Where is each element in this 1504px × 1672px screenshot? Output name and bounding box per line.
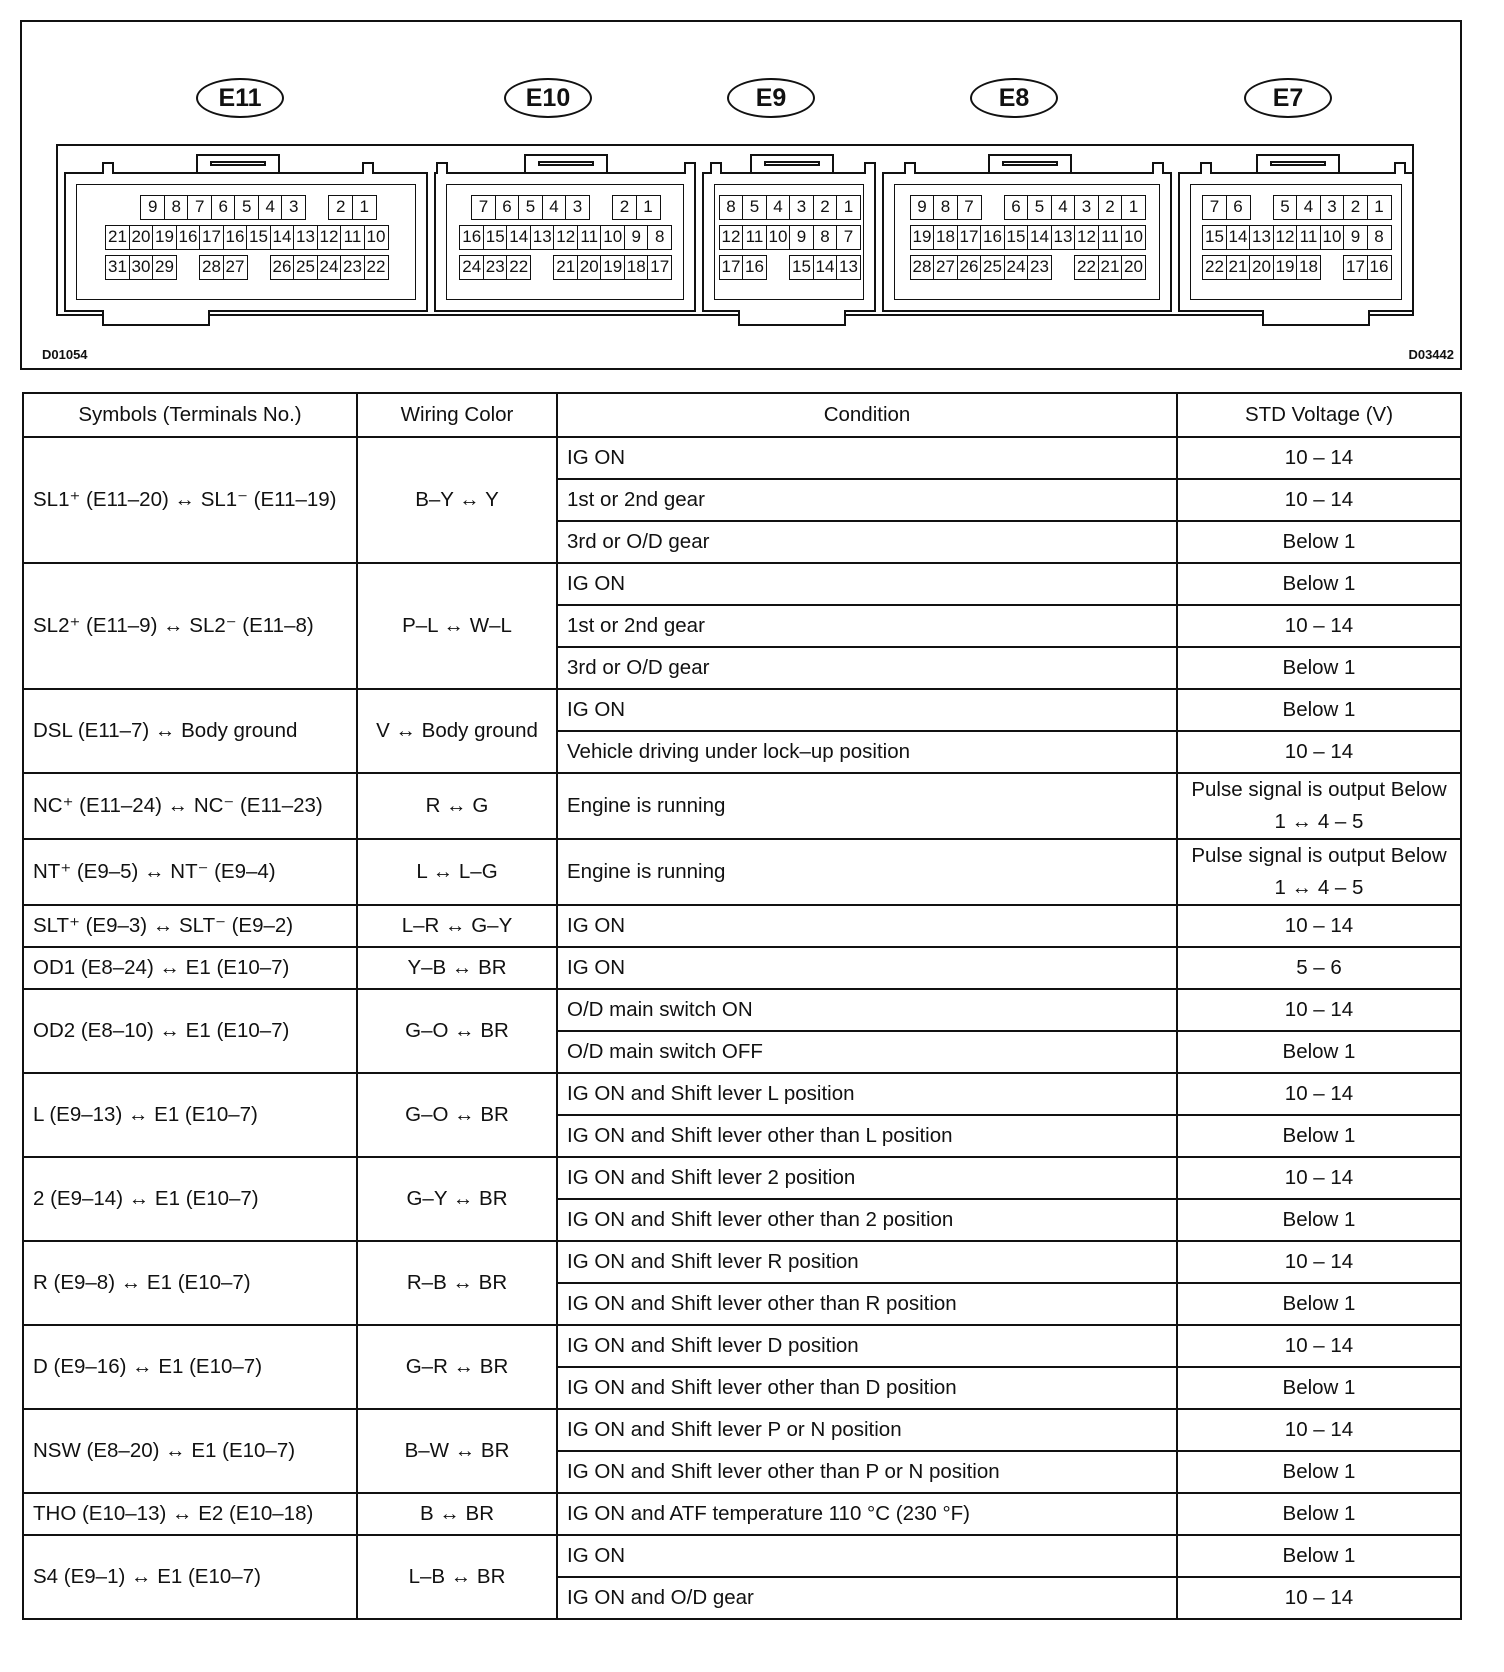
symbol-cell: OD2 (E8–10) ↔ E1 (E10–7)	[23, 989, 357, 1073]
symbol-cell: R (E9–8) ↔ E1 (E10–7)	[23, 1241, 357, 1325]
std-voltage-cell: 10 – 14	[1177, 1325, 1461, 1367]
terminal-pin: 13	[1051, 225, 1076, 250]
connector-diagram	[20, 20, 1462, 370]
wiring-color-cell: Y–B ↔ BR	[357, 947, 557, 989]
wiring-color-cell: G–Y ↔ BR	[357, 1157, 557, 1241]
terminal-pin: 23	[1027, 255, 1052, 280]
terminal-pin: 12	[719, 225, 744, 250]
terminal-pin: 19	[600, 255, 625, 280]
terminal-pin: 28	[199, 255, 224, 280]
table-row	[23, 773, 1461, 839]
terminal-pin: 30	[129, 255, 154, 280]
terminal-pin: 9	[1343, 225, 1368, 250]
pin-row	[447, 195, 683, 220]
std-voltage-cell: Below 1	[1177, 521, 1461, 563]
terminal-pin: 11	[1296, 225, 1321, 250]
terminal-pin: 9	[910, 195, 935, 220]
connector-label-e8: E8	[970, 78, 1058, 118]
terminal-pin: 4	[542, 195, 567, 220]
terminal-pin: 7	[1202, 195, 1227, 220]
terminal-pin: 10	[1320, 225, 1345, 250]
wiring-color-cell: R ↔ G	[357, 773, 557, 839]
terminal-pin: 14	[1226, 225, 1251, 250]
terminal-pin: 19	[152, 225, 177, 250]
condition-cell: Engine is running	[557, 839, 1177, 905]
terminal-pin: 20	[129, 225, 154, 250]
header-condition: Condition	[557, 393, 1177, 437]
condition-cell: IG ON and Shift lever other than D position	[557, 1367, 1177, 1409]
condition-cell: IG ON and Shift lever other than R position	[557, 1283, 1177, 1325]
symbol-cell: NSW (E8–20) ↔ E1 (E10–7)	[23, 1409, 357, 1493]
terminal-pin: 4	[766, 195, 791, 220]
pin-gap	[1051, 255, 1076, 280]
terminal-pin: 12	[1273, 225, 1298, 250]
wiring-color-cell: V ↔ Body ground	[357, 689, 557, 773]
std-voltage-cell: Below 1	[1177, 1451, 1461, 1493]
table-row	[23, 947, 1461, 989]
terminal-pin: 29	[152, 255, 177, 280]
condition-cell: IG ON	[557, 905, 1177, 947]
wiring-color-cell: B–W ↔ BR	[357, 1409, 557, 1493]
condition-cell: IG ON	[557, 1535, 1177, 1577]
terminal-pin: 13	[836, 255, 861, 280]
table-header-row	[23, 393, 1461, 437]
terminal-pin: 24	[317, 255, 342, 280]
connector-e10	[434, 172, 696, 312]
connector-e8	[882, 172, 1172, 312]
std-voltage-cell: 10 – 14	[1177, 1073, 1461, 1115]
terminal-pin: 8	[1367, 225, 1392, 250]
terminal-pin: 16	[980, 225, 1005, 250]
terminal-pin: 8	[813, 225, 838, 250]
terminal-pin: 17	[1343, 255, 1368, 280]
std-voltage-cell: 10 – 14	[1177, 731, 1461, 773]
condition-cell: Engine is running	[557, 773, 1177, 839]
terminal-pin: 12	[1074, 225, 1099, 250]
terminal-pin: 11	[742, 225, 767, 250]
pin-row	[895, 255, 1159, 280]
condition-cell: 1st or 2nd gear	[557, 605, 1177, 647]
symbol-cell: S4 (E9–1) ↔ E1 (E10–7)	[23, 1535, 357, 1619]
std-voltage-cell: Below 1	[1177, 1199, 1461, 1241]
connector-e11	[64, 172, 428, 312]
std-voltage-cell: 10 – 14	[1177, 437, 1461, 479]
table-row	[23, 905, 1461, 947]
std-voltage-cell: 5 – 6	[1177, 947, 1461, 989]
terminal-pin: 17	[957, 225, 982, 250]
std-voltage-cell: Below 1	[1177, 1535, 1461, 1577]
wiring-color-cell: B ↔ BR	[357, 1493, 557, 1535]
terminal-pin: 16	[742, 255, 767, 280]
terminal-pin: 16	[1367, 255, 1392, 280]
terminal-pin: 16	[223, 225, 248, 250]
terminal-pin: 1	[636, 195, 661, 220]
terminal-pin: 20	[1121, 255, 1146, 280]
condition-cell: O/D main switch OFF	[557, 1031, 1177, 1073]
terminal-pin: 23	[483, 255, 508, 280]
terminal-pin: 20	[577, 255, 602, 280]
terminal-pin: 4	[258, 195, 283, 220]
table-row	[23, 1241, 1461, 1283]
terminal-pin: 9	[140, 195, 165, 220]
table-row	[23, 1073, 1461, 1115]
terminal-pin: 2	[328, 195, 353, 220]
table-row	[23, 1493, 1461, 1535]
terminal-pin: 19	[910, 225, 935, 250]
pin-row	[715, 225, 863, 250]
pin-gap	[305, 195, 330, 220]
symbol-cell: NT⁺ (E9–5) ↔ NT⁻ (E9–4)	[23, 839, 357, 905]
terminal-pin: 15	[246, 225, 271, 250]
pin-gap	[1320, 255, 1345, 280]
terminal-pin: 12	[553, 225, 578, 250]
pin-row	[1191, 225, 1401, 250]
wiring-color-cell: G–O ↔ BR	[357, 1073, 557, 1157]
symbol-cell: L (E9–13) ↔ E1 (E10–7)	[23, 1073, 357, 1157]
condition-cell: IG ON and Shift lever other than P or N position	[557, 1451, 1177, 1493]
condition-cell: IG ON and O/D gear	[557, 1577, 1177, 1619]
terminal-pin: 2	[612, 195, 637, 220]
pin-row	[77, 195, 415, 220]
pin-row	[895, 225, 1159, 250]
wiring-color-cell: L–B ↔ BR	[357, 1535, 557, 1619]
terminal-pin: 27	[933, 255, 958, 280]
condition-cell: IG ON and Shift lever P or N position	[557, 1409, 1177, 1451]
condition-cell: Vehicle driving under lock–up position	[557, 731, 1177, 773]
condition-cell: IG ON and Shift lever other than L position	[557, 1115, 1177, 1157]
connector-e7	[1178, 172, 1414, 312]
terminal-pin: 11	[577, 225, 602, 250]
symbol-cell: NC⁺ (E11–24) ↔ NC⁻ (E11–23)	[23, 773, 357, 839]
terminal-pin: 10	[766, 225, 791, 250]
terminal-pin: 8	[164, 195, 189, 220]
pin-gap	[246, 255, 271, 280]
wiring-color-cell: G–O ↔ BR	[357, 989, 557, 1073]
condition-cell: IG ON	[557, 947, 1177, 989]
wiring-color-cell: L ↔ L–G	[357, 839, 557, 905]
terminal-pin: 14	[1027, 225, 1052, 250]
terminal-pin: 8	[647, 225, 672, 250]
std-voltage-cell: Below 1	[1177, 1367, 1461, 1409]
pin-gap	[589, 195, 614, 220]
pin-row	[447, 255, 683, 280]
symbol-cell: SL1⁺ (E11–20) ↔ SL1⁻ (E11–19)	[23, 437, 357, 563]
terminal-pin: 22	[506, 255, 531, 280]
pin-row	[77, 225, 415, 250]
terminal-pin: 15	[1004, 225, 1029, 250]
header-symbols: Symbols (Terminals No.)	[23, 393, 357, 437]
terminal-pin: 22	[1202, 255, 1227, 280]
terminal-pin: 3	[565, 195, 590, 220]
condition-cell: IG ON	[557, 689, 1177, 731]
table-body	[23, 437, 1461, 1619]
figure-code-right: D03442	[1408, 347, 1454, 362]
wiring-color-cell: B–Y ↔ Y	[357, 437, 557, 563]
std-voltage-cell: 10 – 14	[1177, 1409, 1461, 1451]
terminal-pin: 10	[364, 225, 389, 250]
terminal-pin: 6	[495, 195, 520, 220]
pin-row	[1191, 255, 1401, 280]
terminal-pin: 21	[1098, 255, 1123, 280]
wiring-color-cell: P–L ↔ W–L	[357, 563, 557, 689]
pin-gap	[766, 255, 791, 280]
terminal-pin: 9	[624, 225, 649, 250]
pin-row	[77, 255, 415, 280]
terminal-pin: 2	[1098, 195, 1123, 220]
terminal-pin: 5	[742, 195, 767, 220]
condition-cell: IG ON and Shift lever R position	[557, 1241, 1177, 1283]
std-voltage-cell: 10 – 14	[1177, 1577, 1461, 1619]
terminal-pin: 28	[910, 255, 935, 280]
condition-cell: IG ON	[557, 437, 1177, 479]
pin-row	[895, 195, 1159, 220]
table-row	[23, 563, 1461, 605]
wiring-color-cell: G–R ↔ BR	[357, 1325, 557, 1409]
terminal-pin: 9	[789, 225, 814, 250]
terminal-pin: 18	[1296, 255, 1321, 280]
terminal-pin: 12	[317, 225, 342, 250]
condition-cell: 3rd or O/D gear	[557, 647, 1177, 689]
pin-row	[447, 225, 683, 250]
header-std-voltage: STD Voltage (V)	[1177, 393, 1461, 437]
header-wiring-color: Wiring Color	[357, 393, 557, 437]
std-voltage-cell: Below 1	[1177, 1031, 1461, 1073]
terminal-pin: 5	[518, 195, 543, 220]
std-voltage-cell: Below 1	[1177, 689, 1461, 731]
terminal-pin: 31	[105, 255, 130, 280]
condition-cell: IG ON and ATF temperature 110 °C (230 °F)	[557, 1493, 1177, 1535]
terminal-pin: 18	[933, 225, 958, 250]
terminal-pin: 11	[340, 225, 365, 250]
std-voltage-cell: 10 – 14	[1177, 605, 1461, 647]
symbol-cell: 2 (E9–14) ↔ E1 (E10–7)	[23, 1157, 357, 1241]
terminal-pin: 8	[719, 195, 744, 220]
terminal-pin: 21	[105, 225, 130, 250]
condition-cell: 3rd or O/D gear	[557, 521, 1177, 563]
terminal-pin: 4	[1296, 195, 1321, 220]
figure-code-left: D01054	[42, 347, 88, 362]
wiring-color-cell: L–R ↔ G–Y	[357, 905, 557, 947]
terminal-pin: 13	[530, 225, 555, 250]
symbol-cell: THO (E10–13) ↔ E2 (E10–18)	[23, 1493, 357, 1535]
std-voltage-cell: 10 – 14	[1177, 1241, 1461, 1283]
terminal-pin: 15	[483, 225, 508, 250]
std-voltage-cell: Below 1	[1177, 1115, 1461, 1157]
terminal-pin: 2	[813, 195, 838, 220]
terminal-pin: 8	[933, 195, 958, 220]
table-row	[23, 1535, 1461, 1577]
terminal-pin: 14	[270, 225, 295, 250]
terminal-pin: 21	[1226, 255, 1251, 280]
terminal-pin: 1	[1367, 195, 1392, 220]
terminal-pin: 7	[957, 195, 982, 220]
terminal-pin: 7	[836, 225, 861, 250]
terminal-pin: 26	[957, 255, 982, 280]
std-voltage-cell: 10 – 14	[1177, 989, 1461, 1031]
terminal-pin: 3	[789, 195, 814, 220]
condition-cell: 1st or 2nd gear	[557, 479, 1177, 521]
terminal-pin: 6	[1004, 195, 1029, 220]
terminal-pin: 24	[459, 255, 484, 280]
symbol-cell: SL2⁺ (E11–9) ↔ SL2⁻ (E11–8)	[23, 563, 357, 689]
terminal-pin: 22	[1074, 255, 1099, 280]
condition-cell: IG ON	[557, 563, 1177, 605]
terminal-pin: 5	[1273, 195, 1298, 220]
terminal-pin: 6	[211, 195, 236, 220]
terminal-pin: 13	[1249, 225, 1274, 250]
condition-cell: IG ON and Shift lever L position	[557, 1073, 1177, 1115]
terminal-pin: 17	[719, 255, 744, 280]
connector-label-e9: E9	[727, 78, 815, 118]
terminal-pin: 24	[1004, 255, 1029, 280]
pin-row	[1191, 195, 1401, 220]
terminal-pin: 1	[1121, 195, 1146, 220]
std-voltage-cell: Below 1	[1177, 1493, 1461, 1535]
symbol-cell: DSL (E11–7) ↔ Body ground	[23, 689, 357, 773]
table-row	[23, 1325, 1461, 1367]
connector-label-e7: E7	[1244, 78, 1332, 118]
terminal-pin: 1	[352, 195, 377, 220]
pin-row	[715, 195, 863, 220]
pin-gap	[1249, 195, 1274, 220]
pin-gap	[117, 195, 142, 220]
table-row	[23, 689, 1461, 731]
terminal-pin: 15	[789, 255, 814, 280]
terminal-pin: 11	[1098, 225, 1123, 250]
table-row	[23, 1409, 1461, 1451]
symbol-cell: D (E9–16) ↔ E1 (E10–7)	[23, 1325, 357, 1409]
std-voltage-cell: Pulse signal is output Below 1 ↔ 4 – 5	[1177, 839, 1461, 905]
pin-row	[715, 255, 863, 280]
terminal-pin: 21	[553, 255, 578, 280]
condition-cell: O/D main switch ON	[557, 989, 1177, 1031]
condition-cell: IG ON and Shift lever other than 2 position	[557, 1199, 1177, 1241]
terminal-pin: 7	[471, 195, 496, 220]
table-row	[23, 1157, 1461, 1199]
terminal-pin: 23	[340, 255, 365, 280]
symbol-cell: SLT⁺ (E9–3) ↔ SLT⁻ (E9–2)	[23, 905, 357, 947]
std-voltage-cell: 10 – 14	[1177, 905, 1461, 947]
pin-gap	[980, 195, 1005, 220]
condition-cell: IG ON and Shift lever 2 position	[557, 1157, 1177, 1199]
terminal-pin: 20	[1249, 255, 1274, 280]
pin-gap	[176, 255, 201, 280]
terminal-pin: 16	[459, 225, 484, 250]
terminal-pin: 1	[836, 195, 861, 220]
terminal-pin: 5	[1027, 195, 1052, 220]
terminal-pin: 17	[647, 255, 672, 280]
terminal-pin: 14	[813, 255, 838, 280]
terminal-pin: 19	[1273, 255, 1298, 280]
terminal-pin: 3	[1320, 195, 1345, 220]
terminal-pin: 4	[1051, 195, 1076, 220]
connector-e9	[702, 172, 876, 312]
terminal-pin: 27	[223, 255, 248, 280]
connector-label-e11: E11	[196, 78, 284, 118]
wiring-color-cell: R–B ↔ BR	[357, 1241, 557, 1325]
terminal-pin: 25	[980, 255, 1005, 280]
terminal-pin: 25	[293, 255, 318, 280]
terminal-pin: 6	[1226, 195, 1251, 220]
terminal-pin: 26	[270, 255, 295, 280]
terminal-pin: 5	[234, 195, 259, 220]
std-voltage-cell: Below 1	[1177, 563, 1461, 605]
table-row	[23, 989, 1461, 1031]
terminal-pin: 2	[1343, 195, 1368, 220]
std-voltage-cell: 10 – 14	[1177, 1157, 1461, 1199]
terminal-pin: 17	[199, 225, 224, 250]
terminal-pin: 22	[364, 255, 389, 280]
pin-gap	[530, 255, 555, 280]
terminal-pin: 15	[1202, 225, 1227, 250]
std-voltage-cell: Below 1	[1177, 1283, 1461, 1325]
connector-label-e10: E10	[504, 78, 592, 118]
std-voltage-cell: Pulse signal is output Below 1 ↔ 4 – 5	[1177, 773, 1461, 839]
table-row	[23, 839, 1461, 905]
terminal-pin: 10	[600, 225, 625, 250]
std-voltage-cell: 10 – 14	[1177, 479, 1461, 521]
terminal-pin: 18	[624, 255, 649, 280]
terminal-pin: 3	[1074, 195, 1099, 220]
terminal-pin: 10	[1121, 225, 1146, 250]
terminal-voltage-table	[22, 392, 1462, 1620]
terminal-pin: 16	[176, 225, 201, 250]
terminal-pin: 14	[506, 225, 531, 250]
terminal-pin: 3	[281, 195, 306, 220]
symbol-cell: OD1 (E8–24) ↔ E1 (E10–7)	[23, 947, 357, 989]
table-row	[23, 437, 1461, 479]
terminal-pin: 7	[187, 195, 212, 220]
std-voltage-cell: Below 1	[1177, 647, 1461, 689]
terminal-pin: 13	[293, 225, 318, 250]
condition-cell: IG ON and Shift lever D position	[557, 1325, 1177, 1367]
